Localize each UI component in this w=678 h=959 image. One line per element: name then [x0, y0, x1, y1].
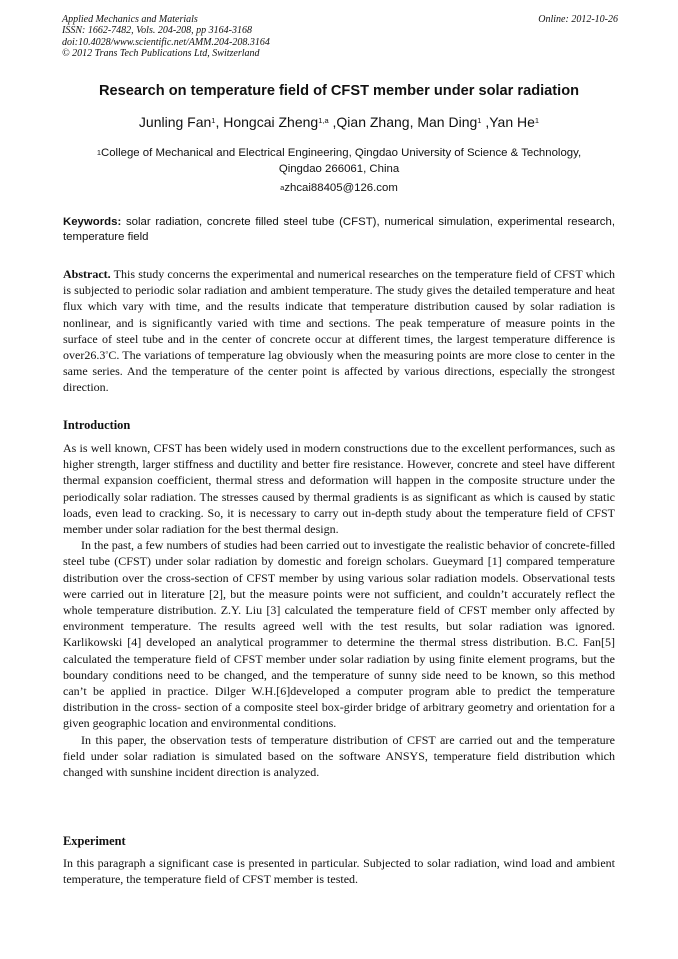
abstract-label: Abstract.: [63, 267, 111, 281]
introduction-body: [63, 440, 615, 780]
paper-title: Research on temperature field of CFST member under solar radiation: [98, 83, 580, 99]
copyright-line: © 2012 Trans Tech Publications Ltd, Switzerland: [62, 48, 260, 60]
affiliation-line-1: College of Mechanical and Electrical Engineering, Qingdao University of Science & Technology,: [101, 147, 582, 159]
doi-line: doi:10.4028/www.scientific.net/AMM.204-208.3164: [62, 36, 270, 48]
email-sup: a: [280, 183, 285, 192]
author-name: Junling Fan: [138, 114, 212, 130]
keywords-text: solar radiation, concrete filled steel tube (CFST), numerical simulation, experimental research, temperature field: [63, 216, 615, 243]
abstract-text-end: C. The variations of temperature lag obviously when the measuring points are more close to center in the same series. And the temperature of the center point is affected by various directions, especially the strongest direction.: [63, 348, 615, 395]
affiliation-line-2: Qingdao 266061, China: [278, 162, 400, 175]
affiliation: [60, 146, 618, 177]
affiliation-sup: 1: [96, 148, 101, 157]
paragraph: In the past, a few numbers of studies had been carried out to investigate the realistic behavior of concrete-filled steel tube (CFST) under solar radiation by domestic and foreign scholars. Gueymard [1] compared temperature distribution over the cross-section of CFST member by using various solar radiation models. Observational tests were carried out in literature [2], but the measure points were not sufficient, and couldn’t accurately reflect the whole temperature distribution. Z.Y. Liu [3] calculated the temperature field of CFST member only affected by environment temperature. The results agreed well with the test results, but solar radiation was ignored. Karlikowski [4] developed an analytical programmer to determine the thermal stress distribution. B.C. Fan[5] calculated the temperature field of CFST member under solar radiation by using finite element programs, but the boundary conditions need to be changed, and the temperature of sunny side need to be known, so this method can’t be applied in practice. Dilger W.H.[6]developed a computer program able to predict the temperature distribution in the cross- section of a composite steel box-girder bridge of arbitrary geometry and orientation for a given geographic location and environmental conditions.: [63, 538, 615, 731]
author-separator: ,: [215, 114, 224, 130]
abstract-text: This study concerns the experimental and numerical researches on the temperature field of CFST which is subjected to periodic solar radiation and ambient temperature. The study gives the detailed temperature and heat flux which vary with time, and the results indicate that temperature distribution caused by solar radiation is nonlinear, and is significantly varied with time and sections. The peak temperature of measure points in the surface of steel tube and in the center of concrete occur at different times, the largest temperature difference is over26.3: [63, 267, 615, 363]
author-affil-sup: 1: [477, 116, 482, 125]
journal-header: [62, 14, 618, 60]
abstract-block: [63, 266, 615, 396]
keywords-label: Keywords:: [63, 216, 122, 228]
author-name: Hongcai Zheng: [223, 114, 319, 130]
keywords-block: [63, 215, 615, 244]
paragraph: As is well known, CFST has been widely used in modern constructions due to the excellent performances, such as higher strength, larger stiffness and ductility and better fire resistance. However, concrete and steel have different thermal expansion coefficient, thermal stress and deformation will happen in the composite structure under the periodically solar radiation. The stresses caused by thermal gradients is as significant as which is caused by static loads, even lead to cracking. So, it is necessary to carry out in-depth study about the temperature field of CFST member under solar radiation for the best thermal design.: [63, 441, 615, 537]
online-date: Online: 2012-10-26: [538, 14, 618, 25]
email-address: zhcai88405@126.com: [284, 182, 398, 194]
author-name: Yan He: [489, 114, 535, 130]
contact-email: [60, 181, 618, 196]
paragraph: In this paper, the observation tests of temperature distribution of CFST are carried out and the temperature field under solar radiation is simulated based on the software ANSYS, temperature field distribution which changed with sunshine incident direction is analyzed.: [63, 732, 615, 780]
issn-line: ISSN: 1662-7482, Vols. 204-208, pp 3164-3168: [62, 25, 252, 37]
paragraph: In this paragraph a significant case is presented in particular. Subjected to solar radiation, wind load and ambient temperature, the temperature field of CFST member is tested.: [63, 856, 615, 887]
author-affil-sup: 1,a: [318, 116, 329, 125]
degree-sup: °: [105, 349, 109, 359]
author-separator: ,: [328, 114, 337, 130]
author-affil-sup: 1: [534, 116, 540, 125]
introduction-heading: Introduction: [63, 418, 131, 432]
journal-name: Applied Mechanics and Materials: [62, 14, 198, 25]
author-separator: ,: [481, 114, 490, 130]
experiment-heading: Experiment: [63, 834, 126, 848]
experiment-body: [63, 855, 615, 887]
author-name: Qian Zhang, Man Ding: [336, 114, 478, 130]
author-list: [40, 113, 638, 131]
author-affil-sup: 1: [211, 116, 216, 125]
